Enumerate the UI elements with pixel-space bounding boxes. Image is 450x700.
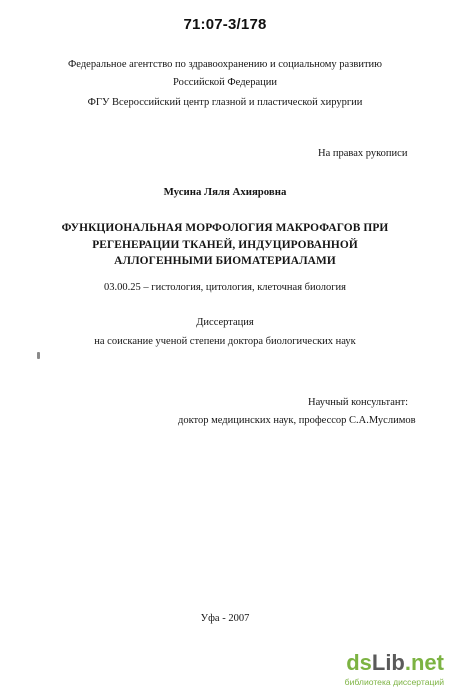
dissertation-title-line-3: АЛЛОГЕННЫМИ БИОМАТЕРИАЛАМИ: [114, 255, 336, 267]
author-name: Мусина Ляля Ахияровна: [163, 186, 287, 198]
archive-stamp: 71:07-3/178: [183, 16, 267, 33]
dissertation-title-line-2: РЕГЕНЕРАЦИИ ТКАНЕЙ, ИНДУЦИРОВАННОЙ: [92, 239, 358, 251]
place-and-year: Уфа - 2007: [200, 613, 250, 624]
dissertation-title-line-1: ФУНКЦИОНАЛЬНАЯ МОРФОЛОГИЯ МАКРОФАГОВ ПРИ: [61, 222, 389, 234]
dslib-subtitle: библиотека диссертаций: [344, 677, 444, 687]
header-agency: Федеральное агентство по здравоохранению и социальному развитию: [68, 59, 382, 70]
scan-speck: [37, 352, 40, 359]
header-country: Российской Федерации: [173, 77, 277, 88]
document-type: Диссертация: [196, 317, 254, 328]
consultant-label: Научный консультант:: [308, 397, 409, 408]
manuscript-rights: На правах рукописи: [318, 148, 408, 159]
consultant-name: доктор медицинских наук, профессор С.А.Муслимов: [178, 415, 416, 426]
header-institution: ФГУ Всероссийский центр глазной и пластической хирургии: [87, 97, 363, 108]
degree-statement: на соискание ученой степени доктора биологических наук: [94, 336, 356, 347]
dslib-watermark: [346, 652, 444, 694]
dslib-logo: dsLib.net: [346, 650, 444, 675]
specialty-code: 03.00.25 – гистология, цитология, клеточная биология: [104, 282, 346, 293]
